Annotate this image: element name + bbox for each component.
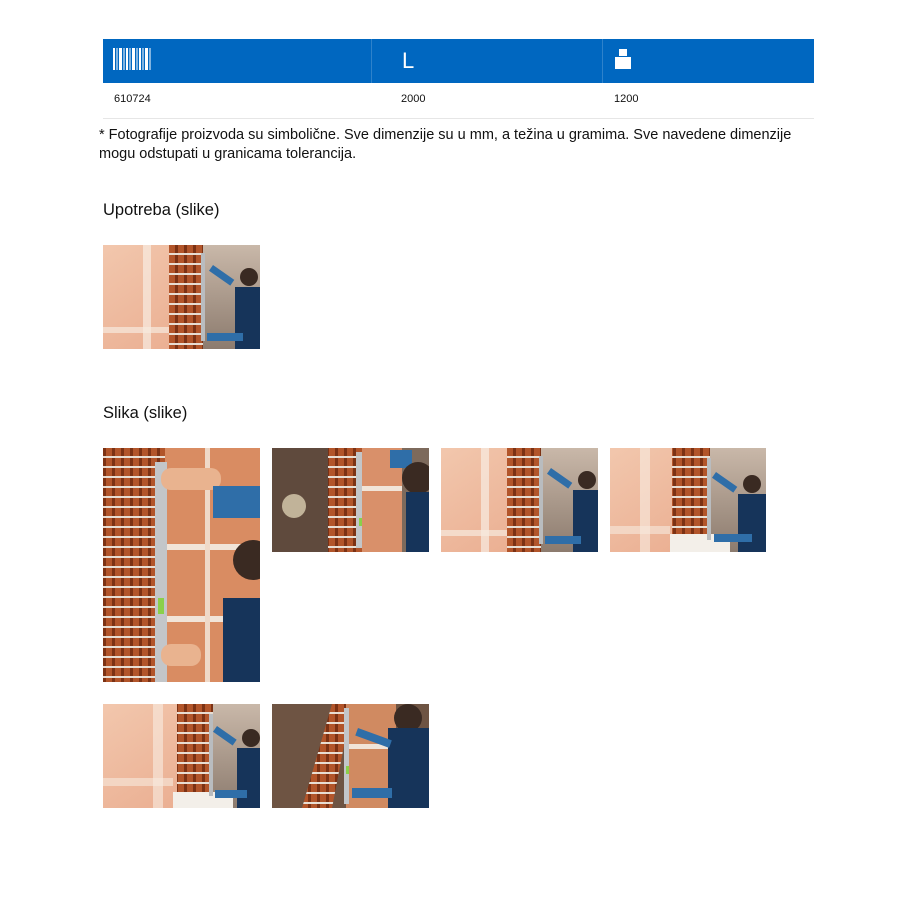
product-photo-4[interactable] [610, 448, 766, 552]
product-photo-1[interactable] [103, 448, 260, 682]
spec-table [103, 39, 814, 119]
length-letter: L [402, 48, 415, 72]
usage-photo[interactable] [103, 245, 260, 349]
length-column-header [371, 39, 603, 83]
spec-table-header [103, 39, 814, 83]
product-photo-3[interactable] [441, 448, 598, 552]
spec-table-row [103, 83, 814, 119]
product-code: 610724 [114, 93, 151, 105]
product-photo-5[interactable] [103, 704, 260, 808]
weight-column-header [602, 39, 815, 83]
length-value: 2000 [401, 93, 426, 105]
images-section-title: Slika (slike) [103, 404, 188, 422]
product-photo-6[interactable] [272, 704, 429, 808]
length-icon [400, 48, 430, 72]
disclaimer-note: * Fotografije proizvoda su simbolične. Sve dimenzije su u mm, a težina u gramima. Sve navedene dimenzije mogu odstupati u granicama tolerancija. [99, 127, 792, 162]
code-column-header [103, 39, 371, 83]
product-photo-2[interactable] [272, 448, 429, 552]
usage-section-title: Upotreba (slike) [103, 201, 220, 219]
weight-icon [614, 49, 632, 69]
weight-value: 1200 [614, 93, 639, 105]
barcode-icon [113, 48, 153, 70]
